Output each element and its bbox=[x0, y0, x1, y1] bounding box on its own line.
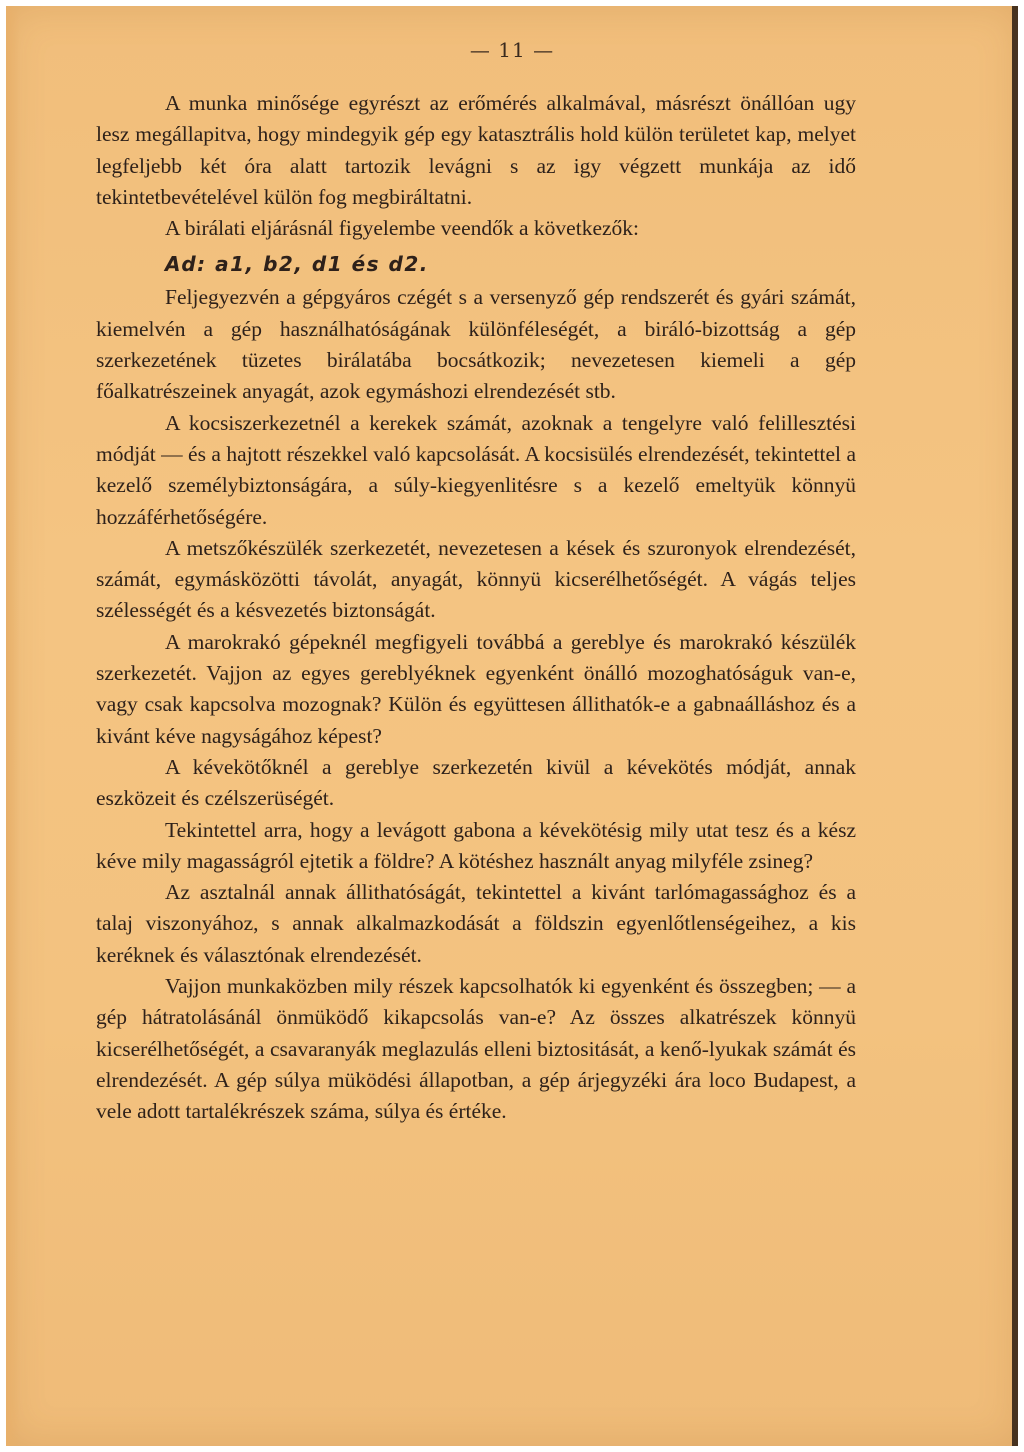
paragraph: A kocsiszerkezetnél a kerekek számát, azoknak a tengelyre való felillesztési módját — és a hajtott részekkel való kapcsolását. A kocsisülés elrendezését, tekintettel a kezelő személybiztonságára, a súly-kiegyenlitésre s a kezelő emeltyük könnyü hozzáférhetőségére. bbox=[96, 410, 856, 529]
page-edge-dark bbox=[1012, 6, 1018, 1446]
page-edge-shadow bbox=[6, 6, 20, 1446]
paragraph: A kévekötőknél a gereblye szerkezetén kivül a kévekötés módját, annak eszközeit és czélszerüségét. bbox=[96, 754, 856, 811]
body-text bbox=[96, 88, 856, 1128]
paragraph: A munka minősége egyrészt az erőmérés alkalmával, másrészt önállóan ugy lesz megállapitva, hogy mindegyik gép egy katasztrális hold külön területet kap, melyet legfeljebb két óra alatt tartozik levágni s az igy végzett munkája az idő tekintetbevételével külön fog megbiráltatni. bbox=[96, 91, 856, 209]
paragraph: A marokrakó gépeknél megfigyeli továbbá a gereblye és marokrakó készülék szerkezetét. Vajjon az egyes gereblyéknek egyenként önálló mozoghatóságuk van-e, vagy csak kapcsolva mozognak? Külön és együttesen állithatók-e a gabnaálláshoz és a kivánt kéve nagyságához képest? bbox=[96, 629, 856, 748]
paragraph: Feljegyezvén a gépgyáros czégét s a versenyző gép rendszerét és gyári számát, kiemelvén a gép használhatóságának különféleségét, a biráló-bizottság a gép szerkezetének tüzetes birálatába bocsátkozik; nevezetesen kiemeli a gép főalkatrészeinek anyagát, azok egymáshozi elrendezését stb. bbox=[96, 285, 856, 404]
paragraph: Vajjon munkaközben mily részek kapcsolhatók ki egyenként és összegben; — a gép hátratolásánál önmüködő kikapcsolás van-e? Az összes alkatrészek könnyü kicserélhetőségét, a csavaranyák meglazulás elleni biztositását, a kenő-lyukak számát és elrendezését. A gép súlya müködési állapotban, a gép árjegyzéki ára loco Budapest, a vele adott tartalékrészek száma, súlya és értéke. bbox=[96, 974, 856, 1124]
paragraph: Tekintettel arra, hogy a levágott gabona a kévekötésig mily utat tesz és a kész kéve mily magasságról ejtetik a földre? A kötéshez használt anyag milyféle zsineg? bbox=[96, 817, 856, 873]
document-page bbox=[6, 6, 1018, 1446]
page-number: — 11 — bbox=[469, 38, 555, 62]
paragraph: Az asztalnál annak állithatóságát, tekintettel a kivánt tarlómagassághoz és a talaj viszonyához, s annak alkalmazkodását a földszin egyenlőtlenségeihez, a kis keréknek és választónak elrendezését. bbox=[96, 880, 856, 967]
paragraph: A birálati eljárásnál figyelembe veendők a következők: bbox=[165, 216, 640, 241]
section-heading: Ad: a1, b2, d1 és d2. bbox=[165, 252, 429, 277]
paragraph: A metszőkészülék szerkezetét, nevezetesen a kések és szuronyok elrendezését, számát, egymásközötti távolát, anyagát, könnyü kicserélhetőségét. A vágás teljes szélességét és a késvezetés biztonságát. bbox=[96, 535, 856, 623]
